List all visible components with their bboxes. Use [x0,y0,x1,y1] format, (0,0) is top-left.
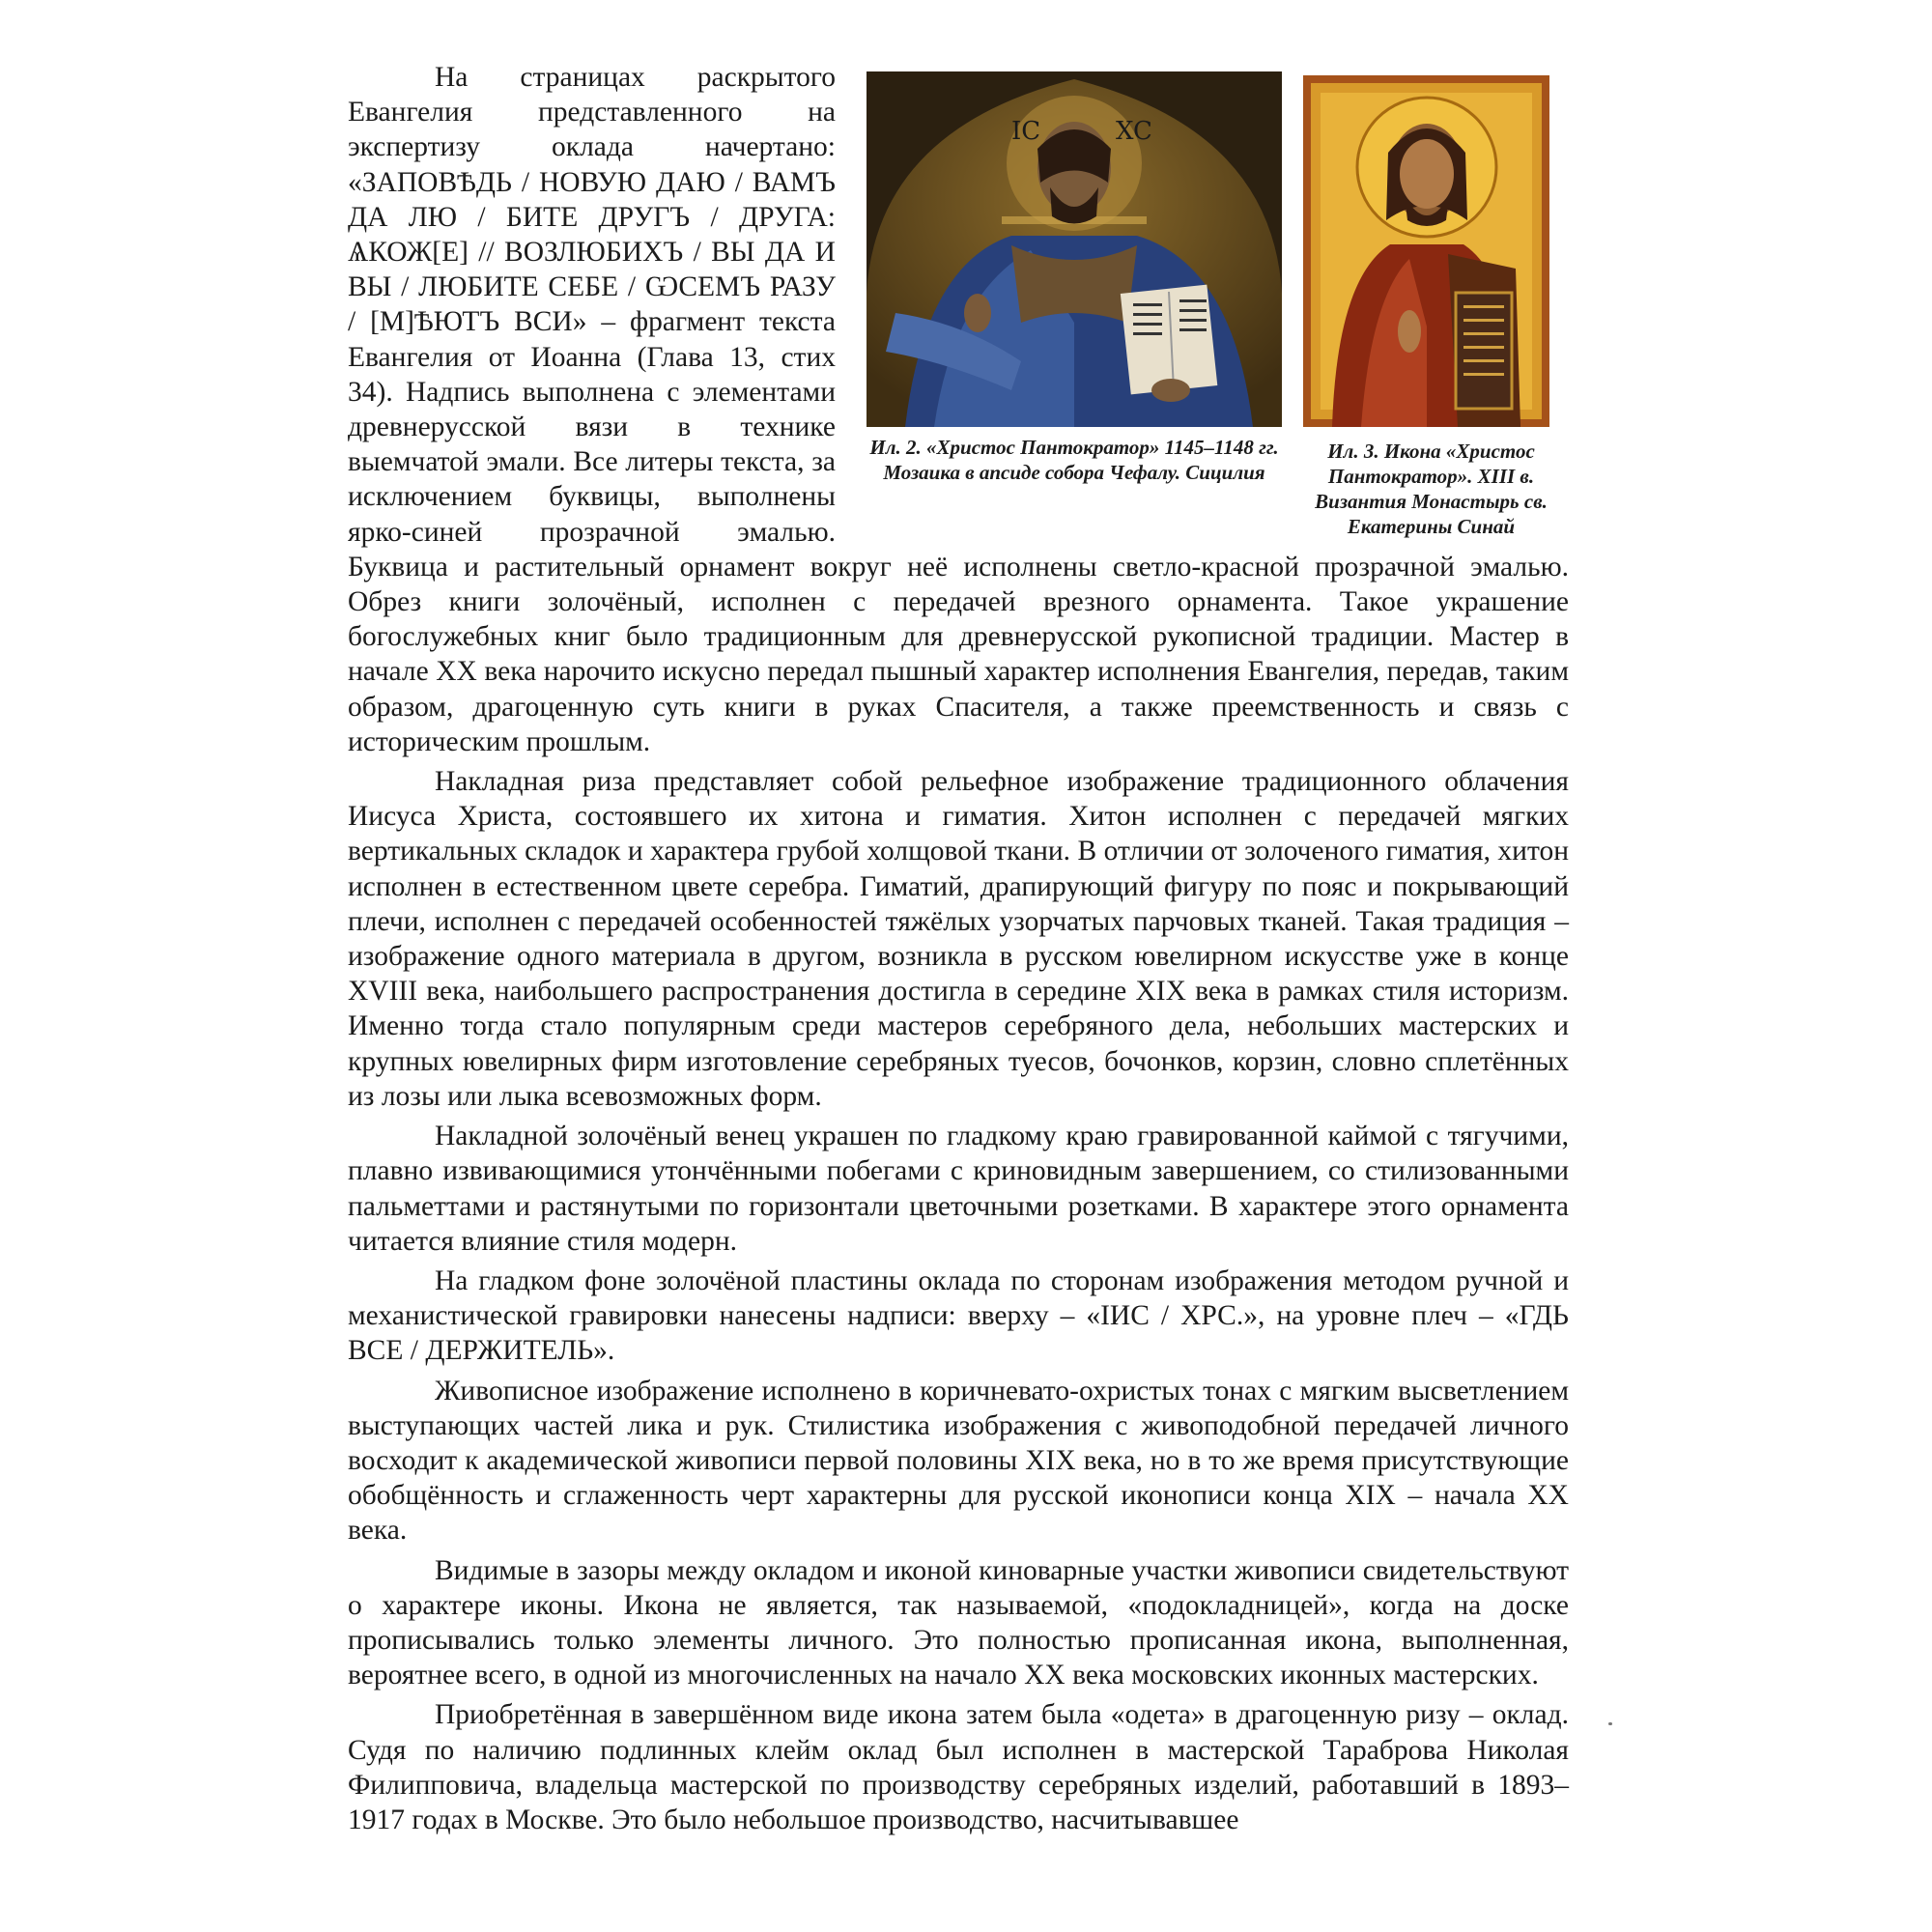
figures-block [859,60,1569,538]
svg-text:XC: XC [1116,117,1152,146]
icon-image [1303,75,1549,427]
paragraph-1: На страницах раскрытого Евангелия представленного на экспертизу оклада начертано: «ЗАПОВѢДЬ / НОВУЮ ДАЮ / ВАМЪ ДА ЛЮ / БИТЕ ДРУГЪ / ДРУГА: ѦКОЖ[Е] // ВОЗЛЮБИХЪ / ВЫ ДА И ВЫ / ЛЮБИТЕ СЕБЕ / ѠСЕМЪ РАЗУ / [М]ѢЮТЪ ВСИ» – фрагмент текста Евангелия от Иоанна (Глава 13, стих 34). Надпись выполнена с элементами древнерусской вязи в технике выемчатой эмали. Все литеры текста, за исключением буквицы, выполнены ярко-синей прозрачной эмалью. Буквица и растительный орнамент вокруг неё исполнены светло-красной прозрачной эмалью. Обрез книги золочёный, исполнен с передачей врезного орнамента. Такое украшение богослужебных книг было традиционным для древнерусской рукописной традиции. Мастер в начале XX века нарочито искусно передал пышный характер исполнения Евангелия, передав, таким образом, драгоценную суть книги в руках Спасителя, а также преемственность и связь с историческим прошлым. [348,62,1569,757]
paragraph-2: Накладная риза представляет собой рельефное изображение традиционного облачения Иисуса Христа, состоявшего их хитона и гиматия. Хитон исполнен с передачей мягких вертикальных складок и характера грубой холщовой ткани. В отличии от золоченого гиматия, хитон исполнен в естественном цвете серебра. Гиматий, драпирующий фигуру по пояс и покрывающий плечи, исполнен с передачей особенностей тяжёлых узорчатых парчовых тканей. Такая традиция – изображение одного материала в другом, возникла в русском ювелирном искусстве уже в конце XVIII века, наибольшего распространения достигла в середине XIX века в рамках стиля историзм. Именно тогда стало популярным среди мастеров серебряного дела, небольших мастерских и крупных ювелирных фирм изготовление серебряных туесов, бочонков, корзин, словно сплетённых из лозы или лыка всевозможных форм. [348,766,1569,1112]
document-body [348,60,1569,1842]
svg-text:IC: IC [1011,117,1041,146]
figure-2-caption: Ил. 2. «Христос Пантократор» 1145–1148 гг. Мозаика в апсиде собора Чефалу. Сицилия [869,436,1279,484]
paragraph-5: Живописное изображение исполнено в коричневато-охристых тонах с мягким высветлением выступающих частей лика и рук. Стилистика изображения с живоподобной передачей личного восходит к академической живописи первой половины XIX века, но в то же время присутствующие обобщённость и сглаженность черт характерны для русской иконописи конца XIX – начала XX века. [348,1375,1569,1547]
mosaic-image [867,71,1282,427]
paragraph-7: Приобретённая в завершённом виде икона затем была «одета» в драгоценную ризу – оклад. Судя по наличию подлинных клейм оклад был исполнен в мастерской Тараброва Николая Филипповича, владельца мастерской по производству серебряных изделий, работавший в 1893–1917 годах в Москве. Это было небольшое производство, насчитывавшее [348,1699,1569,1835]
paragraph-6: Видимые в зазоры между окладом и иконой киноварные участки живописи свидетельствуют о характере иконы. Икона не является, так называемой, «подокладницей», когда на доске прописывались только элементы личного. Это полностью прописанная икона, выполненная, вероятнее всего, в одной из многочисленных на начало XX века московских иконных мастерских. [348,1554,1569,1691]
figure-3-caption: Ил. 3. Икона «Христос Пантократор». XIII в. Византия Монастырь св. Екатерины Синай [1315,440,1548,538]
scan-speck [1608,1722,1612,1725]
paragraph-4: На гладком фоне золочёной пластины оклада по сторонам изображения методом ручной и механистической гравировки нанесены надписи: вверху – «ІИС / ХРС.», на уровне плеч – «ГДЬ ВСЕ / ДЕРЖИТЕЛЬ». [348,1264,1569,1367]
paragraph-3: Накладной золочёный венец украшен по гладкому краю гравированной каймой с тягучими, плавно извивающимися утончёнными побегами с криновидным завершением, со стилизованными пальметтами и растянутыми по горизонтали цветочными розетками. В характере этого орнамента читается влияние стиля модерн. [348,1121,1569,1257]
